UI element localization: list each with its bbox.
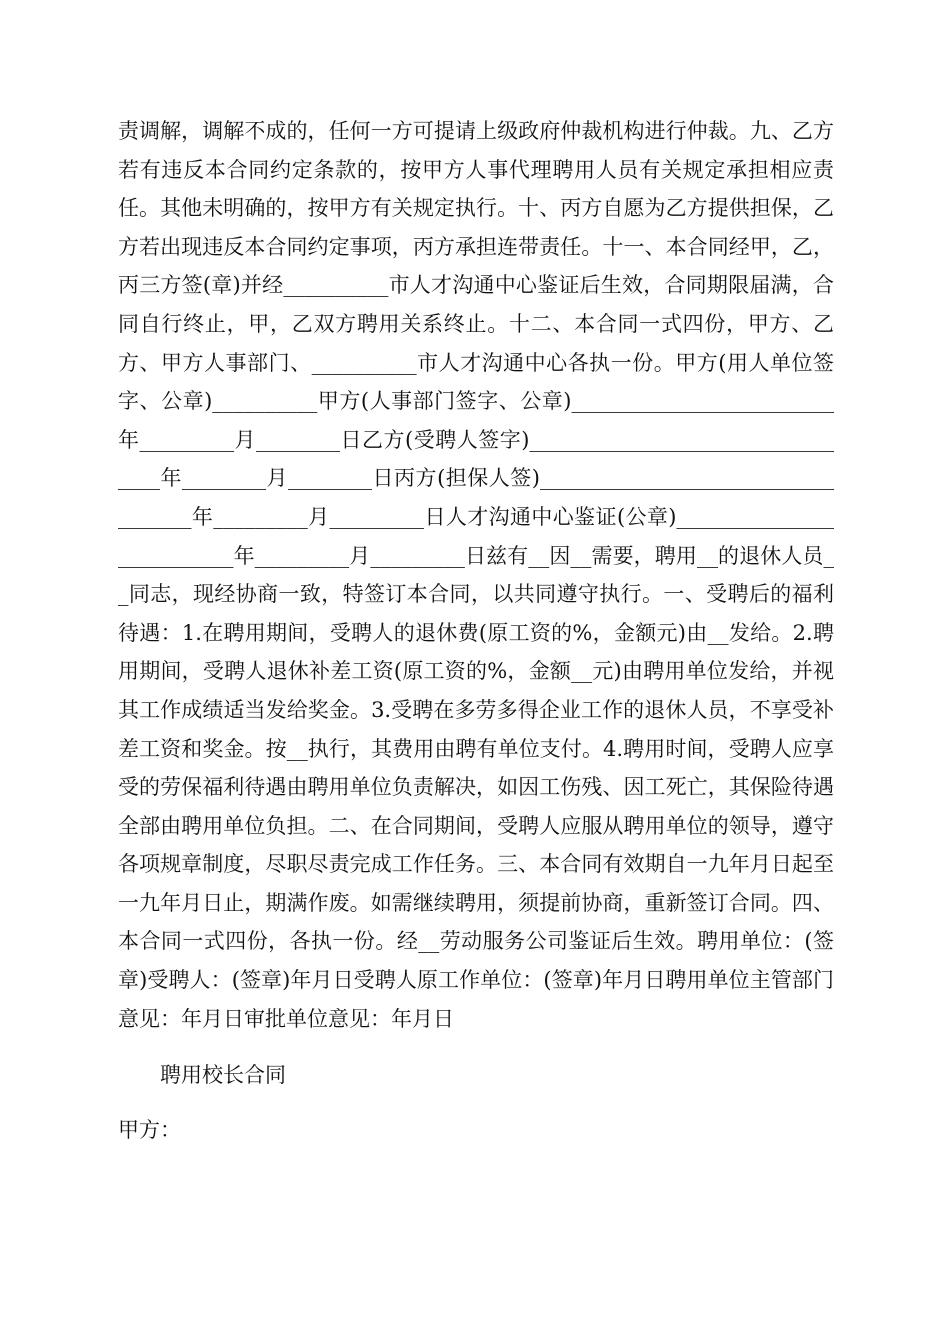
party-a-label: 甲方： <box>118 1117 181 1142</box>
document-page <box>118 112 834 1149</box>
section-title: 聘用校长合同 <box>160 1063 286 1088</box>
contract-body-paragraph: 责调解，调解不成的，任何一方可提请上级政府仲裁机构进行仲裁。九、乙方若有违反本合同约定条款的，按甲方人事代理聘用人员有关规定承担相应责任。其他未明确的，按甲方有关规定执行。十、丙方自愿为乙方提供担保，乙方若出现违反本合同约定事项，丙方承担连带责任。十一、本合同经甲，乙，丙三方签(章)并经__________市人才沟通中心鉴证后生效，合同期限届满，合同自行终止，甲，乙双方聘用关系终止。十二、本合同一式四份，甲方、乙方、甲方人事部门、__________市人才沟通中心各执一份。甲方(用人单位签字、公章)__________甲方(人事部门签字、公章)_________________________年_________月________日乙方(受聘人签字)_________________________________年________月________日丙方(担保人签)___________________________________年_________月_________日人才沟通中心鉴证(公章)__________________________年_________月_________日兹有__因__需要，聘用__的退休人员__同志，现经协商一致，特签订本合同，以共同遵守执行。一、受聘后的福利待遇：1.在聘用期间，受聘人的退休费(原工资的%，金额元)由__发给。2.聘用期间，受聘人退休补差工资(原工资的%，金额__元)由聘用单位发给，并视其工作成绩适当发给奖金。3.受聘在多劳多得企业工作的退休人员，不享受补差工资和奖金。按__执行，其费用由聘有单位支付。4.聘用时间，受聘人应享受的劳保福利待遇由聘用单位负责解决，如因工伤残、因工死亡，其保险待遇全部由聘用单位负担。二、在合同期间，受聘人应服从聘用单位的领导，遵守各项规章制度，尽职尽责完成工作任务。三、本合同有效期自一九年月日起至一九年月日止，期满作废。如需继续聘用，须提前协商，重新签订合同。四、本合同一式四份，各执一份。经__劳动服务公司鉴证后生效。聘用单位：(签章)受聘人：(签章)年月日受聘人原工作单位：(签章)年月日聘用单位主管部门意见：年月日审批单位意见：年月日 <box>118 119 834 1031</box>
